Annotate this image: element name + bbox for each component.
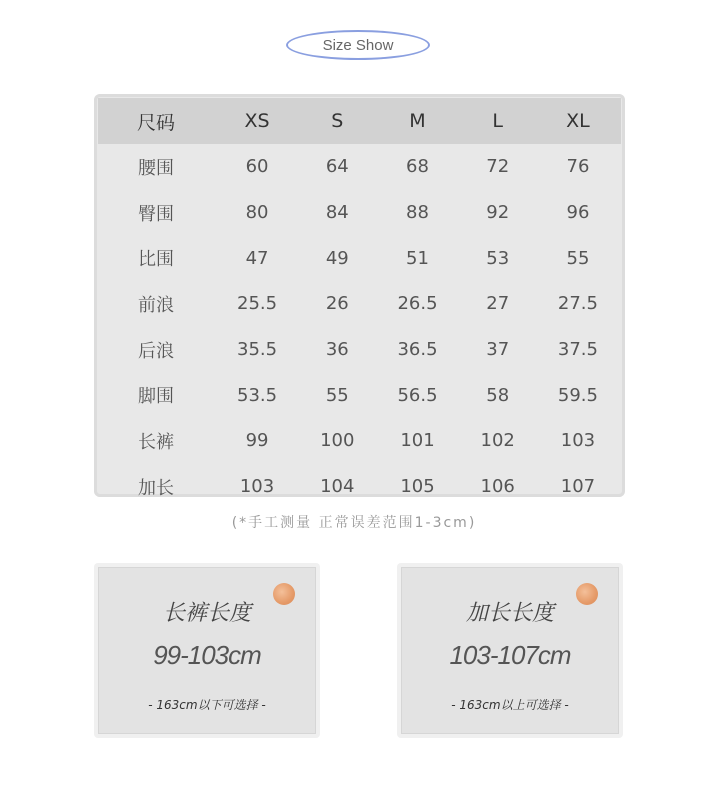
size-value-cell: 27	[486, 293, 510, 315]
row-label-cell: 脚围	[138, 386, 174, 408]
card-condition: - 163cm以下可选择 -	[148, 698, 266, 712]
size-value-cell: 58	[486, 384, 510, 406]
size-value-cell: 47	[245, 247, 269, 269]
size-value-cell: 105	[400, 476, 435, 498]
size-value-cell: 36	[325, 339, 349, 361]
size-value-cell: 80	[245, 202, 269, 224]
row-label-cell: 腰围	[138, 157, 174, 179]
card-range: 103-107cm	[449, 640, 571, 670]
card-heading: 加长长度	[465, 601, 554, 626]
table-row	[98, 372, 621, 418]
size-value-cell: 96	[566, 202, 590, 224]
table-row	[98, 144, 621, 190]
length-card-extended	[397, 563, 623, 738]
table-row	[98, 281, 621, 327]
header-cell: L	[492, 110, 504, 132]
size-value-cell: 26.5	[397, 293, 438, 315]
row-label-cell: 长裤	[138, 431, 174, 453]
size-value-cell: 36.5	[397, 339, 438, 361]
size-value-cell: 88	[406, 202, 429, 224]
card-condition: - 163cm以上可选择 -	[451, 698, 569, 712]
size-value-cell: 37	[486, 339, 510, 361]
header-cell: 尺码	[136, 111, 175, 134]
size-value-cell: 102	[480, 430, 515, 452]
size-value-cell: 103	[239, 476, 275, 498]
card-panel	[98, 567, 316, 734]
size-value-cell: 53.5	[237, 384, 278, 406]
table-row	[98, 464, 621, 510]
size-value-cell: 59.5	[557, 384, 598, 406]
size-value-cell: 103	[560, 430, 596, 452]
size-value-cell: 55	[566, 247, 590, 269]
size-value-cell: 107	[560, 476, 596, 498]
table-row	[98, 190, 621, 236]
size-value-cell: 53	[486, 247, 510, 269]
size-value-cell: 76	[566, 156, 590, 178]
size-value-cell: 55	[325, 384, 349, 406]
size-value-cell: 56.5	[397, 384, 438, 406]
row-label-cell: 前浪	[138, 294, 174, 316]
table-row	[98, 327, 621, 373]
size-value-cell: 35.5	[237, 339, 278, 361]
card-range: 99-103cm	[153, 640, 261, 670]
size-table-card	[94, 94, 625, 497]
header-cell: XS	[244, 110, 270, 132]
card-heading: 长裤长度	[162, 601, 251, 626]
row-label-cell: 比围	[138, 249, 174, 271]
row-label-cell: 加长	[138, 477, 174, 499]
size-value-cell: 68	[406, 156, 429, 178]
header-cell: XL	[566, 110, 590, 132]
size-value-cell: 99	[245, 430, 269, 452]
size-value-cell: 26	[325, 293, 349, 315]
size-value-cell: 60	[245, 156, 269, 178]
header-cell: S	[331, 110, 344, 132]
size-value-cell: 106	[480, 476, 515, 498]
size-value-cell: 72	[486, 156, 510, 178]
size-value-cell: 92	[486, 202, 510, 224]
card-panel	[401, 567, 619, 734]
size-value-cell: 84	[325, 202, 349, 224]
size-value-cell: 51	[406, 247, 429, 269]
table-header-row	[98, 98, 621, 144]
row-label-cell: 臀围	[138, 203, 174, 225]
size-value-cell: 49	[325, 247, 349, 269]
length-card-regular	[94, 563, 320, 738]
size-value-cell: 27.5	[557, 293, 598, 315]
table-row	[98, 418, 621, 464]
size-value-cell: 100	[320, 430, 355, 452]
size-value-cell: 25.5	[237, 293, 278, 315]
size-value-cell: 104	[320, 476, 355, 498]
row-label-cell: 后浪	[138, 340, 174, 362]
header-cell: M	[409, 110, 426, 132]
size-table	[98, 98, 621, 510]
table-row	[98, 235, 621, 281]
size-value-cell: 64	[325, 156, 349, 178]
size-value-cell: 101	[400, 430, 435, 452]
size-value-cell: 37.5	[557, 339, 598, 361]
measurement-note: (*手工测量 正常误差范围1-3cm)	[231, 515, 477, 531]
size-show-title: Size Show	[286, 30, 430, 60]
